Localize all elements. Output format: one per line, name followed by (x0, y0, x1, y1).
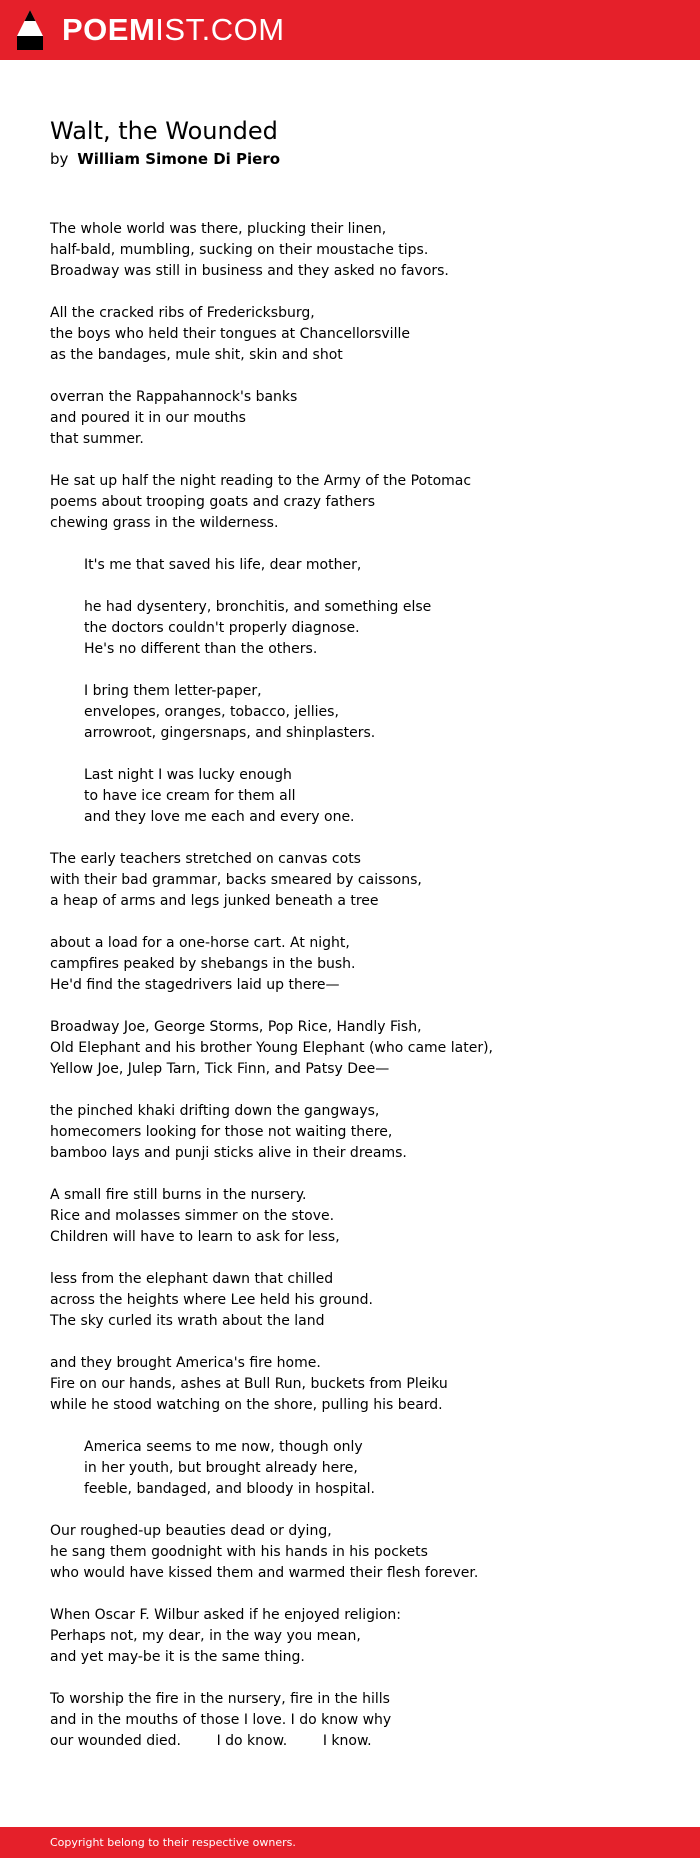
poem-body (50, 219, 660, 1773)
poem-line: bamboo lays and punji sticks alive in their dreams. (50, 1145, 407, 1161)
poem-line: To worship the fire in the nursery, fire in the hills (50, 1691, 390, 1707)
poem-line: feeble, bandaged, and bloody in hospital. (84, 1481, 375, 1497)
logo-text-light: IST.COM (155, 12, 285, 47)
poem-line: Last night I was lucky enough (84, 767, 292, 783)
poem-line: The sky curled its wrath about the land (50, 1313, 325, 1329)
poem-stanza (50, 303, 660, 366)
poem-stanza (50, 1017, 660, 1080)
poem-title: Walt, the Wounded (50, 117, 278, 145)
site-footer (0, 1827, 700, 1858)
poem-line: and yet may-be it is the same thing. (50, 1649, 305, 1665)
author-name[interactable]: William Simone Di Piero (77, 150, 281, 168)
poem-line: Yellow Joe, Julep Tarn, Tick Finn, and Patsy Dee— (50, 1061, 390, 1077)
poem-stanza (50, 1269, 660, 1332)
poem-line: our wounded died. I do know. I know. (50, 1733, 372, 1749)
poem-line: arrowroot, gingersnaps, and shinplasters. (84, 725, 376, 741)
poem-stanza (50, 1353, 660, 1416)
poem-line: The early teachers stretched on canvas cots (50, 851, 361, 867)
poem-line: in her youth, but brought already here, (84, 1460, 358, 1476)
poem-stanza (50, 1185, 660, 1248)
poem-line: Children will have to learn to ask for less, (50, 1229, 340, 1245)
site-logo[interactable] (16, 9, 285, 51)
poem-stanza (50, 849, 660, 912)
poem-line: Broadway was still in business and they asked no favors. (50, 263, 449, 279)
poem-line: Old Elephant and his brother Young Elephant (who came later), (50, 1040, 493, 1056)
poem-line: half-bald, mumbling, sucking on their moustache tips. (50, 242, 429, 258)
by-label: by (50, 150, 69, 168)
poem-line: and they brought America's fire home. (50, 1355, 321, 1371)
pencil-tip-icon (16, 9, 44, 51)
poem-line: The whole world was there, plucking their linen, (50, 221, 387, 237)
poem-stanza (50, 387, 660, 450)
poem-line: that summer. (50, 431, 144, 447)
poem-stanza (50, 597, 660, 660)
poem-stanza (50, 1437, 660, 1500)
poem-line: with their bad grammar, backs smeared by caissons, (50, 872, 422, 888)
logo-text-bold: POEM (62, 12, 156, 47)
poem-line: Rice and molasses simmer on the stove. (50, 1208, 335, 1224)
poem-line: I bring them letter-paper, (84, 683, 262, 699)
poem-stanza (50, 555, 660, 576)
site-header (0, 0, 700, 60)
poem-line: Perhaps not, my dear, in the way you mean, (50, 1628, 361, 1644)
poem-line: Broadway Joe, George Storms, Pop Rice, Handly Fish, (50, 1019, 422, 1035)
poem-line: who would have kissed them and warmed their flesh forever. (50, 1565, 479, 1581)
poem-line: He'd find the stagedrivers laid up there— (50, 977, 340, 993)
poem-line: he sang them goodnight with his hands in his pockets (50, 1544, 428, 1560)
poem-line: to have ice cream for them all (84, 788, 296, 804)
byline (50, 147, 280, 171)
poem-line: and they love me each and every one. (84, 809, 355, 825)
poem-line: overran the Rappahannock's banks (50, 389, 298, 405)
poem-line: a heap of arms and legs junked beneath a tree (50, 893, 379, 909)
poem-stanza (50, 1101, 660, 1164)
poem-line: and poured it in our mouths (50, 410, 246, 426)
site-logo-text (62, 9, 285, 51)
poem-line: It's me that saved his life, dear mother, (84, 557, 362, 573)
poem-stanza (50, 1605, 660, 1668)
poem-line: When Oscar F. Wilbur asked if he enjoyed religion: (50, 1607, 402, 1623)
poem-line: homecomers looking for those not waiting there, (50, 1124, 393, 1140)
poem-line: chewing grass in the wilderness. (50, 515, 279, 531)
poem-line: America seems to me now, though only (84, 1439, 363, 1455)
poem-line: across the heights where Lee held his ground. (50, 1292, 374, 1308)
poem-line: All the cracked ribs of Fredericksburg, (50, 305, 315, 321)
poem-stanza (50, 1689, 660, 1752)
poem-line: and in the mouths of those I love. I do know why (50, 1712, 392, 1728)
poem-line: about a load for a one-horse cart. At night, (50, 935, 350, 951)
poem-line: Our roughed-up beauties dead or dying, (50, 1523, 332, 1539)
poem-stanza (50, 765, 660, 828)
poem-line: poems about trooping goats and crazy fathers (50, 494, 376, 510)
poem-stanza (50, 681, 660, 744)
poem-line: as the bandages, mule shit, skin and shot (50, 347, 343, 363)
poem-line: He sat up half the night reading to the Army of the Potomac (50, 473, 472, 489)
poem-line: Fire on our hands, ashes at Bull Run, buckets from Pleiku (50, 1376, 448, 1392)
poem-line: the doctors couldn't properly diagnose. (84, 620, 360, 636)
poem-line: the pinched khaki drifting down the gangways, (50, 1103, 380, 1119)
poem-stanza (50, 1521, 660, 1584)
poem-stanza (50, 933, 660, 996)
poem-stanza (50, 219, 660, 282)
poem-line: He's no different than the others. (84, 641, 318, 657)
poem-line: he had dysentery, bronchitis, and something else (84, 599, 432, 615)
poem-stanza (50, 471, 660, 534)
copyright-notice: Copyright belong to their respective owners. (50, 1836, 296, 1849)
poem-line: less from the elephant dawn that chilled (50, 1271, 334, 1287)
poem-line: the boys who held their tongues at Chancellorsville (50, 326, 410, 342)
poem-line: while he stood watching on the shore, pulling his beard. (50, 1397, 443, 1413)
poem-line: campfires peaked by shebangs in the bush. (50, 956, 356, 972)
poem-line: A small fire still burns in the nursery. (50, 1187, 307, 1203)
poem-line: envelopes, oranges, tobacco, jellies, (84, 704, 339, 720)
